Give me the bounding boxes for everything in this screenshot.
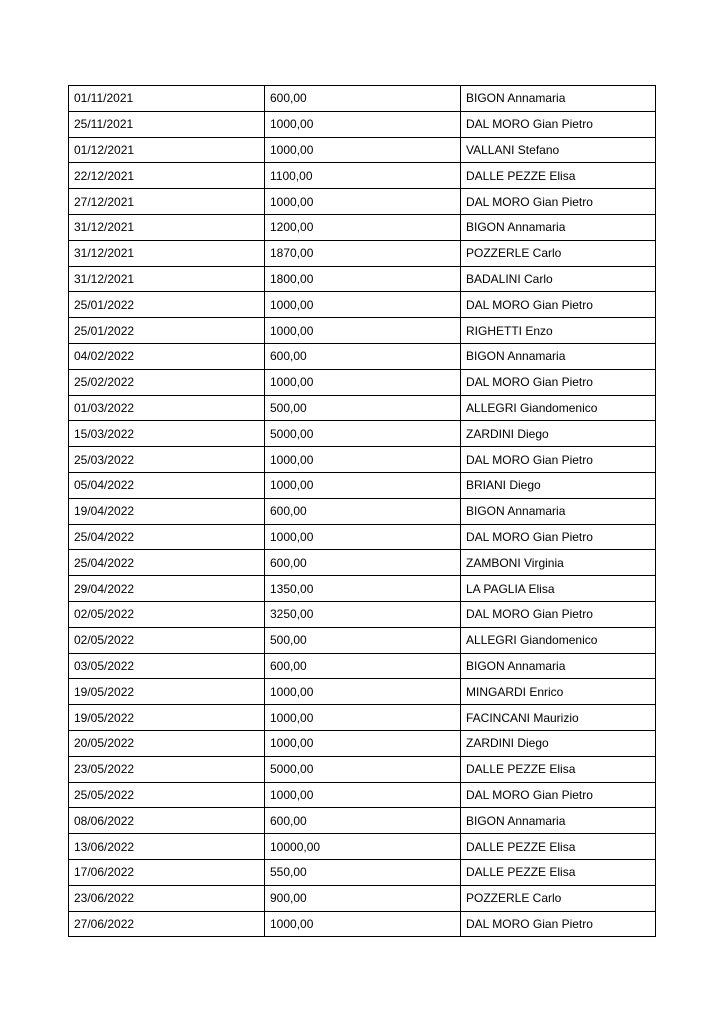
- amount-cell: 600,00: [265, 86, 461, 112]
- date-cell: 01/03/2022: [69, 395, 265, 421]
- name-cell: ZARDINI Diego: [461, 421, 656, 447]
- table-row: [69, 524, 656, 550]
- date-cell: 20/05/2022: [69, 730, 265, 756]
- amount-cell: 1000,00: [265, 782, 461, 808]
- table-row: [69, 214, 656, 240]
- name-cell: BIGON Annamaria: [461, 343, 656, 369]
- date-cell: 19/04/2022: [69, 498, 265, 524]
- amount-cell: 600,00: [265, 653, 461, 679]
- date-cell: 08/06/2022: [69, 808, 265, 834]
- table-row: [69, 808, 656, 834]
- amount-cell: 600,00: [265, 343, 461, 369]
- amount-cell: 1200,00: [265, 214, 461, 240]
- date-cell: 31/12/2021: [69, 266, 265, 292]
- date-cell: 22/12/2021: [69, 163, 265, 189]
- amount-cell: 1000,00: [265, 189, 461, 215]
- date-cell: 23/06/2022: [69, 885, 265, 911]
- table-row: [69, 395, 656, 421]
- amount-cell: 1000,00: [265, 369, 461, 395]
- date-cell: 01/11/2021: [69, 86, 265, 112]
- date-cell: 25/04/2022: [69, 550, 265, 576]
- name-cell: DAL MORO Gian Pietro: [461, 369, 656, 395]
- date-cell: 03/05/2022: [69, 653, 265, 679]
- name-cell: DAL MORO Gian Pietro: [461, 189, 656, 215]
- name-cell: DAL MORO Gian Pietro: [461, 524, 656, 550]
- date-cell: 23/05/2022: [69, 756, 265, 782]
- name-cell: DAL MORO Gian Pietro: [461, 782, 656, 808]
- name-cell: DALLE PEZZE Elisa: [461, 834, 656, 860]
- table-row: [69, 472, 656, 498]
- name-cell: DAL MORO Gian Pietro: [461, 111, 656, 137]
- name-cell: DAL MORO Gian Pietro: [461, 447, 656, 473]
- date-cell: 25/11/2021: [69, 111, 265, 137]
- name-cell: DAL MORO Gian Pietro: [461, 911, 656, 937]
- date-cell: 02/05/2022: [69, 627, 265, 653]
- date-cell: 27/06/2022: [69, 911, 265, 937]
- table-row: [69, 137, 656, 163]
- date-cell: 25/01/2022: [69, 318, 265, 344]
- amount-cell: 1870,00: [265, 240, 461, 266]
- table-body: [69, 86, 656, 937]
- date-cell: 15/03/2022: [69, 421, 265, 447]
- table-row: [69, 447, 656, 473]
- table-row: [69, 679, 656, 705]
- name-cell: ZAMBONI Virginia: [461, 550, 656, 576]
- date-cell: 17/06/2022: [69, 859, 265, 885]
- date-cell: 13/06/2022: [69, 834, 265, 860]
- table-row: [69, 266, 656, 292]
- table-row: [69, 86, 656, 112]
- table-row: [69, 911, 656, 937]
- date-cell: 29/04/2022: [69, 576, 265, 602]
- amount-cell: 1800,00: [265, 266, 461, 292]
- date-cell: 27/12/2021: [69, 189, 265, 215]
- name-cell: POZZERLE Carlo: [461, 885, 656, 911]
- name-cell: VALLANI Stefano: [461, 137, 656, 163]
- name-cell: LA PAGLIA Elisa: [461, 576, 656, 602]
- table-row: [69, 369, 656, 395]
- amount-cell: 5000,00: [265, 421, 461, 447]
- name-cell: BADALINI Carlo: [461, 266, 656, 292]
- table-row: [69, 885, 656, 911]
- amount-cell: 1000,00: [265, 705, 461, 731]
- date-cell: 25/05/2022: [69, 782, 265, 808]
- name-cell: ALLEGRI Giandomenico: [461, 627, 656, 653]
- date-cell: 25/04/2022: [69, 524, 265, 550]
- amount-cell: 1350,00: [265, 576, 461, 602]
- table-row: [69, 756, 656, 782]
- table-row: [69, 421, 656, 447]
- amount-cell: 5000,00: [265, 756, 461, 782]
- name-cell: BIGON Annamaria: [461, 86, 656, 112]
- table-row: [69, 163, 656, 189]
- name-cell: DAL MORO Gian Pietro: [461, 601, 656, 627]
- table-row: [69, 859, 656, 885]
- amount-cell: 500,00: [265, 395, 461, 421]
- date-cell: 19/05/2022: [69, 705, 265, 731]
- date-cell: 04/02/2022: [69, 343, 265, 369]
- name-cell: ZARDINI Diego: [461, 730, 656, 756]
- name-cell: DALLE PEZZE Elisa: [461, 756, 656, 782]
- table-row: [69, 240, 656, 266]
- name-cell: BIGON Annamaria: [461, 498, 656, 524]
- name-cell: ALLEGRI Giandomenico: [461, 395, 656, 421]
- amount-cell: 1000,00: [265, 318, 461, 344]
- table-row: [69, 498, 656, 524]
- table-row: [69, 318, 656, 344]
- amount-cell: 1000,00: [265, 137, 461, 163]
- amount-cell: 1000,00: [265, 679, 461, 705]
- table-row: [69, 627, 656, 653]
- amount-cell: 1100,00: [265, 163, 461, 189]
- table-row: [69, 292, 656, 318]
- table-row: [69, 111, 656, 137]
- date-cell: 01/12/2021: [69, 137, 265, 163]
- table-row: [69, 576, 656, 602]
- amount-cell: 1000,00: [265, 447, 461, 473]
- amount-cell: 1000,00: [265, 472, 461, 498]
- name-cell: BIGON Annamaria: [461, 653, 656, 679]
- date-cell: 25/02/2022: [69, 369, 265, 395]
- amount-cell: 600,00: [265, 498, 461, 524]
- name-cell: DALLE PEZZE Elisa: [461, 163, 656, 189]
- table-row: [69, 550, 656, 576]
- amount-cell: 500,00: [265, 627, 461, 653]
- name-cell: DAL MORO Gian Pietro: [461, 292, 656, 318]
- table-row: [69, 730, 656, 756]
- table-row: [69, 189, 656, 215]
- amount-cell: 1000,00: [265, 911, 461, 937]
- date-cell: 05/04/2022: [69, 472, 265, 498]
- table-row: [69, 782, 656, 808]
- name-cell: DALLE PEZZE Elisa: [461, 859, 656, 885]
- date-cell: 02/05/2022: [69, 601, 265, 627]
- amount-cell: 3250,00: [265, 601, 461, 627]
- name-cell: BIGON Annamaria: [461, 808, 656, 834]
- donations-table: [68, 85, 656, 937]
- amount-cell: 1000,00: [265, 111, 461, 137]
- table-row: [69, 705, 656, 731]
- name-cell: RIGHETTI Enzo: [461, 318, 656, 344]
- name-cell: MINGARDI Enrico: [461, 679, 656, 705]
- amount-cell: 10000,00: [265, 834, 461, 860]
- amount-cell: 1000,00: [265, 292, 461, 318]
- date-cell: 19/05/2022: [69, 679, 265, 705]
- amount-cell: 1000,00: [265, 524, 461, 550]
- name-cell: POZZERLE Carlo: [461, 240, 656, 266]
- amount-cell: 550,00: [265, 859, 461, 885]
- amount-cell: 600,00: [265, 808, 461, 834]
- name-cell: FACINCANI Maurizio: [461, 705, 656, 731]
- date-cell: 31/12/2021: [69, 240, 265, 266]
- table-row: [69, 834, 656, 860]
- amount-cell: 1000,00: [265, 730, 461, 756]
- name-cell: BIGON Annamaria: [461, 214, 656, 240]
- amount-cell: 900,00: [265, 885, 461, 911]
- name-cell: BRIANI Diego: [461, 472, 656, 498]
- date-cell: 25/01/2022: [69, 292, 265, 318]
- date-cell: 31/12/2021: [69, 214, 265, 240]
- date-cell: 25/03/2022: [69, 447, 265, 473]
- amount-cell: 600,00: [265, 550, 461, 576]
- table-row: [69, 653, 656, 679]
- table-row: [69, 343, 656, 369]
- table-row: [69, 601, 656, 627]
